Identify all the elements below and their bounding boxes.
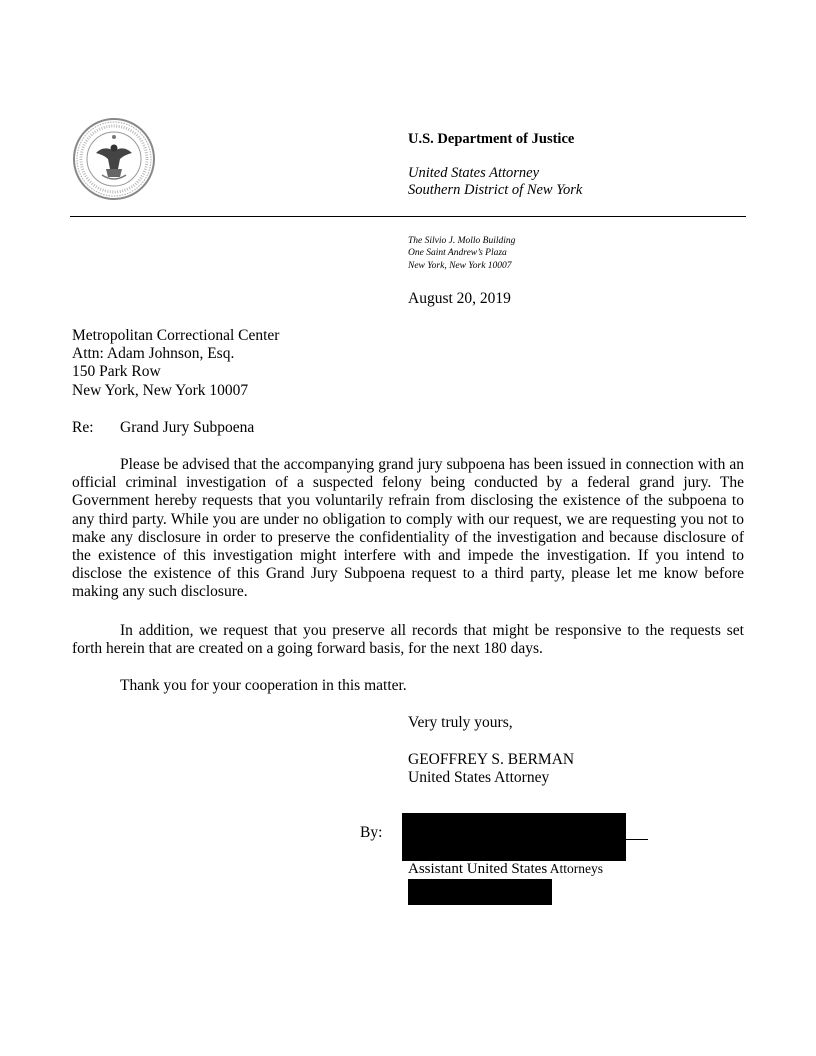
body-paragraph-2: In addition, we request that you preserve all records that might be responsive to the requests set forth herein that are created on a going forward basis, for the next 180 days. bbox=[72, 622, 744, 658]
address-line-1: The Silvio J. Mollo Building bbox=[408, 236, 516, 246]
office-district: Southern District of New York bbox=[408, 182, 583, 198]
subject-text: Grand Jury Subpoena bbox=[120, 419, 255, 436]
recipient-line-4: New York, New York 10007 bbox=[72, 382, 249, 399]
valediction: Very truly yours, bbox=[408, 714, 513, 731]
body-paragraph-1: Please be advised that the accompanying grand jury subpoena has been issued in connection with an official criminal investigation of a suspected felony being conducted by a federal grand jury. The Government hereby requests that you voluntarily refrain from disclosing the existence of the subpoena to any third party. While you are under no obligation to comply with our request, we are requesting you not to make any disclosure in order to preserve the confidentiality of the investigation and because disclosure of the existence of this investigation might interfere with and impede the investigation. If you intend to disclose the existence of this Grand Jury Subpoena request to a third party, please let me know before making any such disclosure. bbox=[72, 456, 744, 601]
assistant-title-part-1: Assistant United States bbox=[408, 861, 548, 877]
signature-line bbox=[626, 839, 648, 840]
redaction-names bbox=[408, 879, 552, 905]
department-name: U.S. Department of Justice bbox=[408, 131, 575, 147]
doj-seal-icon bbox=[72, 117, 156, 201]
subject-label: Re: bbox=[72, 419, 94, 436]
recipient-line-1: Metropolitan Correctional Center bbox=[72, 327, 280, 344]
body-paragraph-3: Thank you for your cooperation in this matter. bbox=[120, 677, 407, 694]
address-line-3: New York, New York 10007 bbox=[408, 260, 512, 271]
signer-name: GEOFFREY S. BERMAN bbox=[408, 751, 575, 768]
office-address bbox=[408, 235, 515, 272]
office-title: United States Attorney bbox=[408, 165, 540, 181]
recipient-line-3: 150 Park Row bbox=[72, 363, 161, 380]
assistant-title bbox=[408, 861, 603, 878]
by-label: By: bbox=[360, 824, 383, 841]
recipient-line-2: Attn: Adam Johnson, Esq. bbox=[72, 345, 235, 362]
header-divider bbox=[70, 216, 746, 217]
assistant-title-part-2: Attorneys bbox=[547, 861, 604, 876]
address-line-2: One Saint Andrew’s Plaza bbox=[408, 248, 507, 259]
redaction-signature bbox=[402, 813, 626, 861]
signer-title: United States Attorney bbox=[408, 769, 550, 786]
letter-date: August 20, 2019 bbox=[408, 290, 511, 307]
